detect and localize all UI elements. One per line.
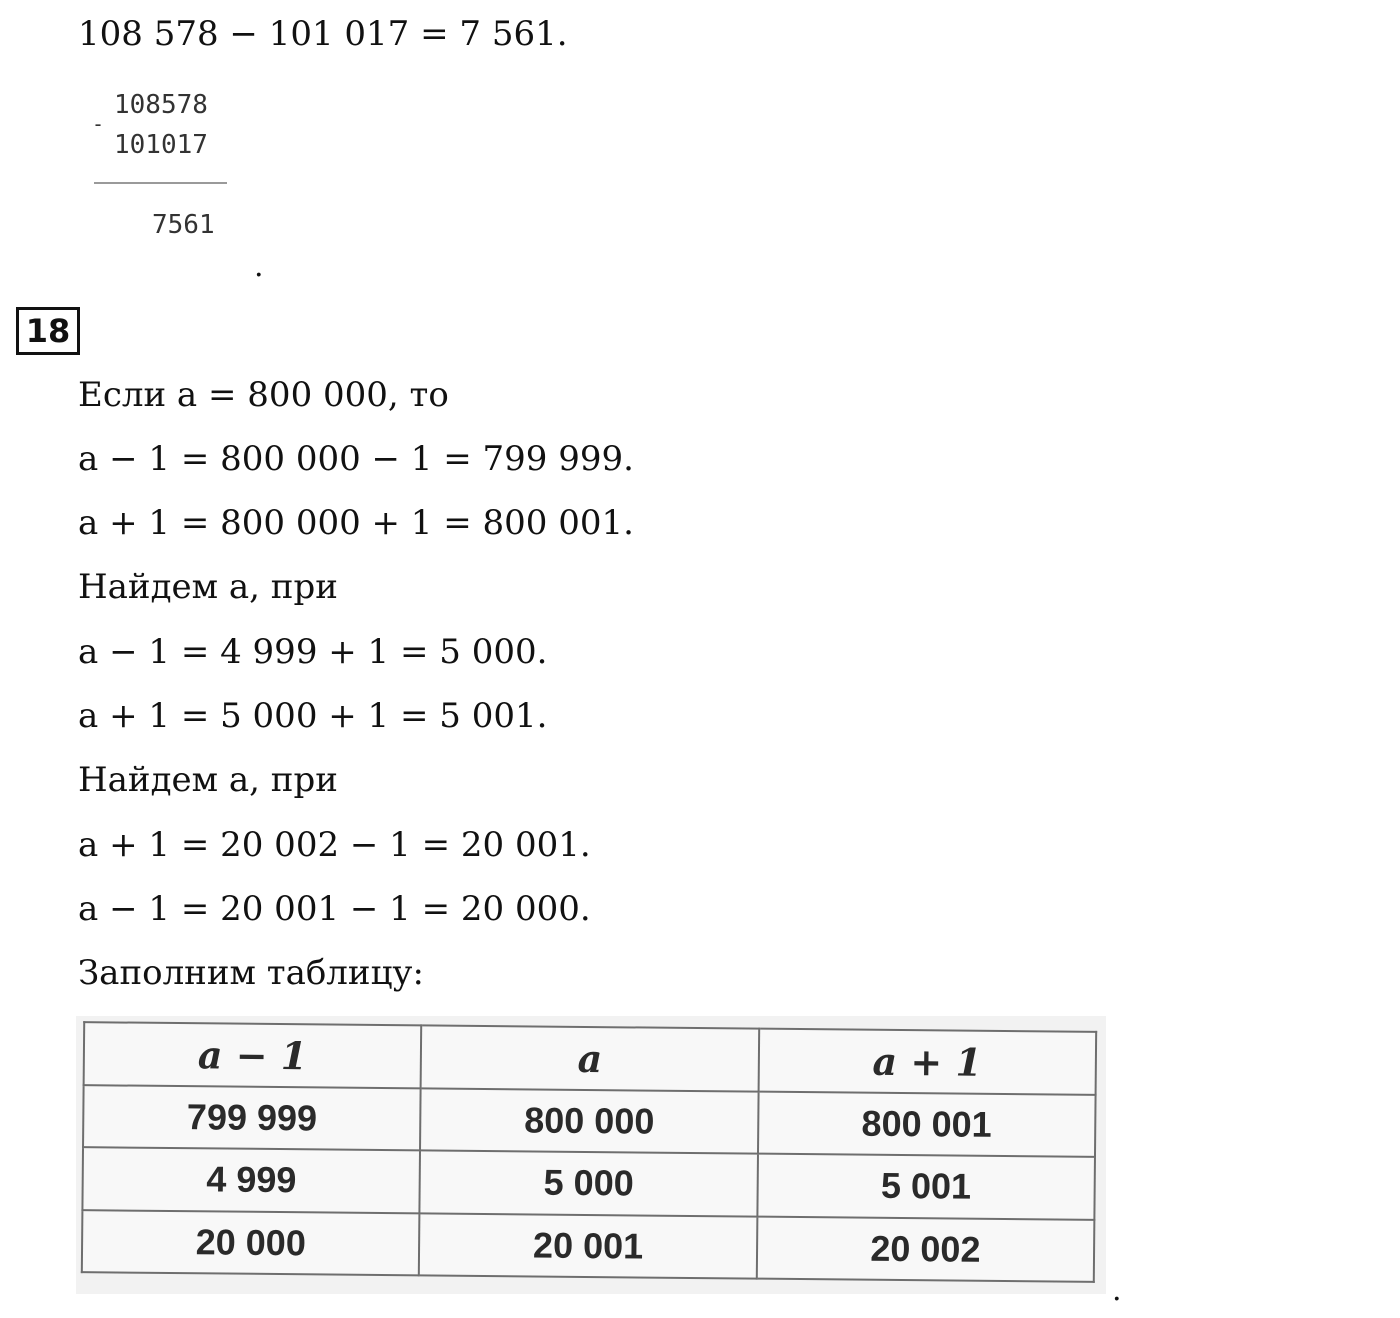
answer-table [81, 1021, 1097, 1283]
task-line-10: Заполним таблицу: [78, 953, 424, 993]
task-line-3: a + 1 = 800 000 + 1 = 800 001. [78, 503, 634, 543]
column-result: 7561 [152, 210, 215, 240]
task-line-5: a − 1 = 4 999 + 1 = 5 000. [78, 632, 548, 672]
table-cell: 20 002 [756, 1216, 1094, 1282]
table-header-cell: a − 1 [84, 1022, 422, 1088]
task-number-badge: 18 [16, 307, 80, 355]
task-line-4: Найдем a, при [78, 567, 338, 607]
task-line-2: a − 1 = 800 000 − 1 = 799 999. [78, 439, 634, 479]
table-cell: 20 000 [82, 1210, 420, 1276]
column-subtrahend: 101017 [114, 130, 208, 160]
table-trailing-dot: . [1112, 1273, 1122, 1308]
answer-table-scan [76, 1016, 1106, 1294]
table-row [82, 1210, 1095, 1282]
task-line-9: a − 1 = 20 001 − 1 = 20 000. [78, 889, 591, 929]
task-line-6: a + 1 = 5 000 + 1 = 5 001. [78, 696, 548, 736]
table-cell: 20 001 [419, 1213, 757, 1279]
column-minuend: 108578 [114, 90, 208, 120]
task-line-7: Найдем a, при [78, 760, 338, 800]
table-header-cell: a [421, 1025, 759, 1091]
column-trailing-dot: . [254, 249, 264, 284]
table-cell: 800 001 [758, 1091, 1096, 1157]
table-cell: 5 000 [420, 1150, 758, 1216]
table-row [82, 1147, 1095, 1219]
column-divider-line [94, 182, 227, 184]
table-cell: 799 999 [83, 1085, 421, 1151]
top-equation: 108 578 − 101 017 = 7 561. [78, 14, 568, 54]
task-line-1: Если a = 800 000, то [78, 375, 449, 415]
table-header-row [84, 1022, 1097, 1094]
column-minus-sign: - [92, 112, 105, 136]
table-cell: 800 000 [420, 1088, 758, 1154]
table-cell: 4 999 [82, 1147, 420, 1213]
task-line-8: a + 1 = 20 002 − 1 = 20 001. [78, 825, 591, 865]
table-cell: 5 001 [757, 1154, 1095, 1220]
table-header-cell: a + 1 [758, 1029, 1096, 1095]
table-row [83, 1085, 1096, 1157]
